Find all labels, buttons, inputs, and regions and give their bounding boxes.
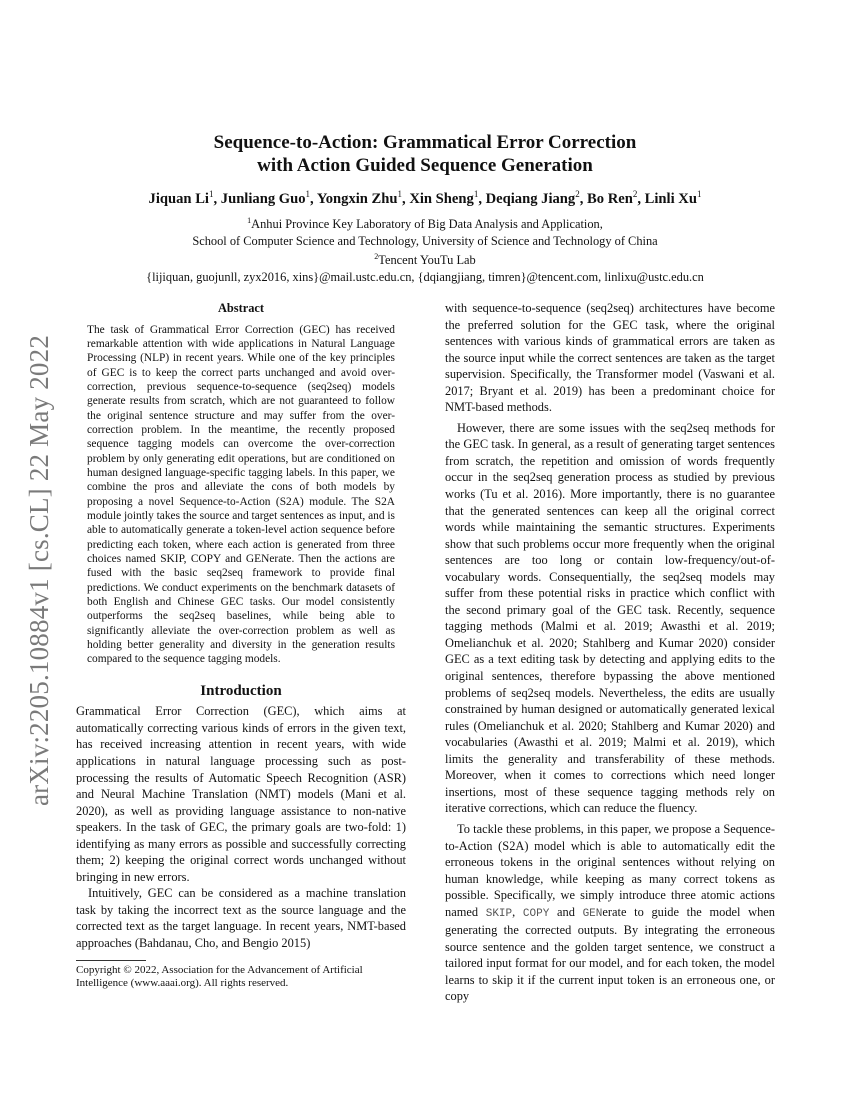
abstract-heading: Abstract [217,301,265,315]
paragraph-3-text-b: erate to guide the model when generating the corrected outputs. By integrating the erroneous source sentence and the golden target sentence, we construct a tailored input format for our model, and for each token, the model learns to skip it if the current input token is an erroneous one, or copy [445,904,775,1004]
action-skip: SKIP [485,907,513,920]
intro-paragraph-1: Grammatical Error Correction (GEC), which aims at automatically correcting various kinds of errors in the given text, has received increasing attention in recent years, with wide applications in natural language processing such as post-processing the results of Automatic Speech Recognition (ASR) and Neural Machine Translation (NMT) models (Mani et al. 2020), as well as providing language assistance to non-native speakers. In the task of GEC, the primary goals are two-fold: 1) identifying as many errors as possible and successfully correcting them; 2) keeping the original correct words unchanged without bringing in new errors. [76,704,406,884]
body-paragraph-2: However, there are some issues with the seq2seq methods for the GEC task. In general, as a result of generating target sentences from scratch, the repetition and omission of words frequently occur in the seq2seq generation process as studied by previous works (Tu et al. 2016). More importantly, there is no guarantee that the generated sentences can keep all the original correct words while maintaining the semantic structures. Experiments show that such problems occur more frequently when the original sentences are too long or contain low-frequency/out-of-vocabulary words. Consequentially, the seq2seq models may suffer from these potential risks in practice which conflict with the second primary goal of the GEC task. Recently, sequence tagging methods (Malmi et al. 2019; Awasthi et al. 2019; Omelianchuk et al. 2020; Stahlberg and Kumar 2020) consider GEC as a text editing task by detecting and applying edits to the original sentences, therefore bypassing the above mentioned problems of seq2seq models. Nevertheless, the edits are usually constrained by human designed or automatically generated lexical rules (Omelianchuk et al. 2020; Stahlberg and Kumar 2020) and vocabularies (Awasthi et al. 2019; Malmi et al. 2019), which limits the generality and transferability of these methods. Moreover, when it comes to corrections which need longer insertions, most of these sequence tagging methods rely on iterative corrections, which can reduce the fluency. [445,420,775,816]
left-column [76,300,406,991]
affiliations [60,213,790,285]
title-line-1: Sequence-to-Action: Grammatical Error Correction [213,132,637,153]
affiliation-1-line-2: School of Computer Science and Technology, University of Science and Technology of China [192,233,658,248]
author: Linli Xu [644,190,697,207]
right-column [445,300,775,1005]
introduction-heading: Introduction [200,682,282,699]
title-line-2: with Action Guided Sequence Generation [257,155,593,176]
author-emails: {lijiquan, guojunll, zyx2016, xins}@mail.ustc.edu.cn, {dqiangjiang, timren}@tencent.com, linlixu@ustc.edu.cn [146,269,704,284]
author: Deqiang Jiang [485,190,576,207]
author-list: Jiquan Li$^1$, Junliang Guo$^1$, Yongxin Zhu$^1$, Xin Sheng$^1$, Deqiang Jiang$^2$, Bo Ren$^2$, Linli Xu$^1$ [148,189,702,207]
copyright-notice: Copyright © 2022, Association for the Advancement of Artificial Intelligence (www.aaai.org). All rights reserved. [76,963,363,990]
abstract-text: The task of Grammatical Error Correction (GEC) has received remarkable attention with wide applications in Natural Language Processing (NLP) in recent years. While one of the key principles of GEC is to keep the correct parts unchanged and avoid over-correction, previous sequence-to-sequence (seq2seq) models generate results from scratch, which are not guaranteed to follow the original sentence structure and may suffer from the over-correction problem. In the meantime, the recently proposed sequence tagging models can overcome the over-correction problem by only generating edit operations, but are conditioned on human designed language-specific tagging labels. In this paper, we combine the pros and alleviate the cons of both models by proposing a novel Sequence-to-Action (S2A) module. The S2A module jointly takes the source and target sentences as input, and is able to automatically generate a token-level action sequence before predicting each token, where each action is generated from three choices named SKIP, COPY and GENerate. Then the actions are fused with the basic seq2seq framework to provide final predictions. We conduct experiments on the benchmark datasets of both English and Chinese GEC tasks. Our model consistently outperforms the seq2seq baselines, while being able to significantly alleviate the over-correction problem as well as holding better generality and diversity in the generation results compared to the sequence tagging models. [87,323,395,666]
author: Junliang Guo [220,190,306,207]
action-separator: and [549,904,583,919]
author: Yongxin Zhu [316,190,398,207]
arxiv-stamp [20,290,60,850]
affiliation-mark: 1 [247,216,252,225]
author: Jiquan Li [148,190,209,207]
affiliation-1-line-1 [60,213,790,233]
paragraph-3-text-a: To tackle these problems, in this paper, we propose a Sequence-to-Action (S2A) model which is able to automatically edit the erroneous tokens in the original sentences without relying on human knowledge, while keeping as many correct tokens as possible. Specifically, we simply introduce three atomic actions named [445,821,775,919]
affiliation-2 [60,249,790,269]
affiliation-text: Tencent YouTu Lab [378,253,476,268]
footnote-rule [76,960,146,961]
action-gen: GEN [582,907,603,920]
author: Bo Ren [587,190,633,207]
author-affiliation-mark: 1 [208,189,214,199]
paper-title [100,131,750,177]
author-affiliation-mark: 2 [575,189,580,199]
action-copy: COPY [522,907,550,920]
author: Xin Sheng [409,190,474,207]
author-affiliation-mark: 1 [696,189,702,199]
action-separator: , [512,904,523,919]
author-affiliation-mark: 1 [473,189,479,199]
author-affiliation-mark: 1 [397,189,403,199]
body-paragraph-3 [445,821,775,1005]
intro-paragraph-2: Intuitively, GEC can be considered as a machine translation task by taking the incorrect text as the source language and the corrected text as the target language. In recent years, NMT-based approaches (Bahdanau, Cho, and Bengio 2015) [76,886,406,950]
author-affiliation-mark: 1 [305,189,311,199]
arxiv-stamp-text: arXiv:2205.10884v1 [cs.CL] 22 May 2022 [24,334,55,806]
affiliation-mark: 2 [374,252,379,262]
body-paragraph-1: with sequence-to-sequence (seq2seq) architectures have become the preferred solution for the GEC task, where the original sentences with various kinds of grammatical errors are taken as the source input while the correct sentences are taken as the target supervision. Specifically, the Transformer model (Vaswani et al. 2017; Bryant et al. 2019) has been a predominant choice for NMT-based methods. [445,301,775,415]
author-affiliation-mark: 2 [632,189,638,199]
affiliation-text: Anhui Province Key Laboratory of Big Data Analysis and Application, [251,217,603,232]
